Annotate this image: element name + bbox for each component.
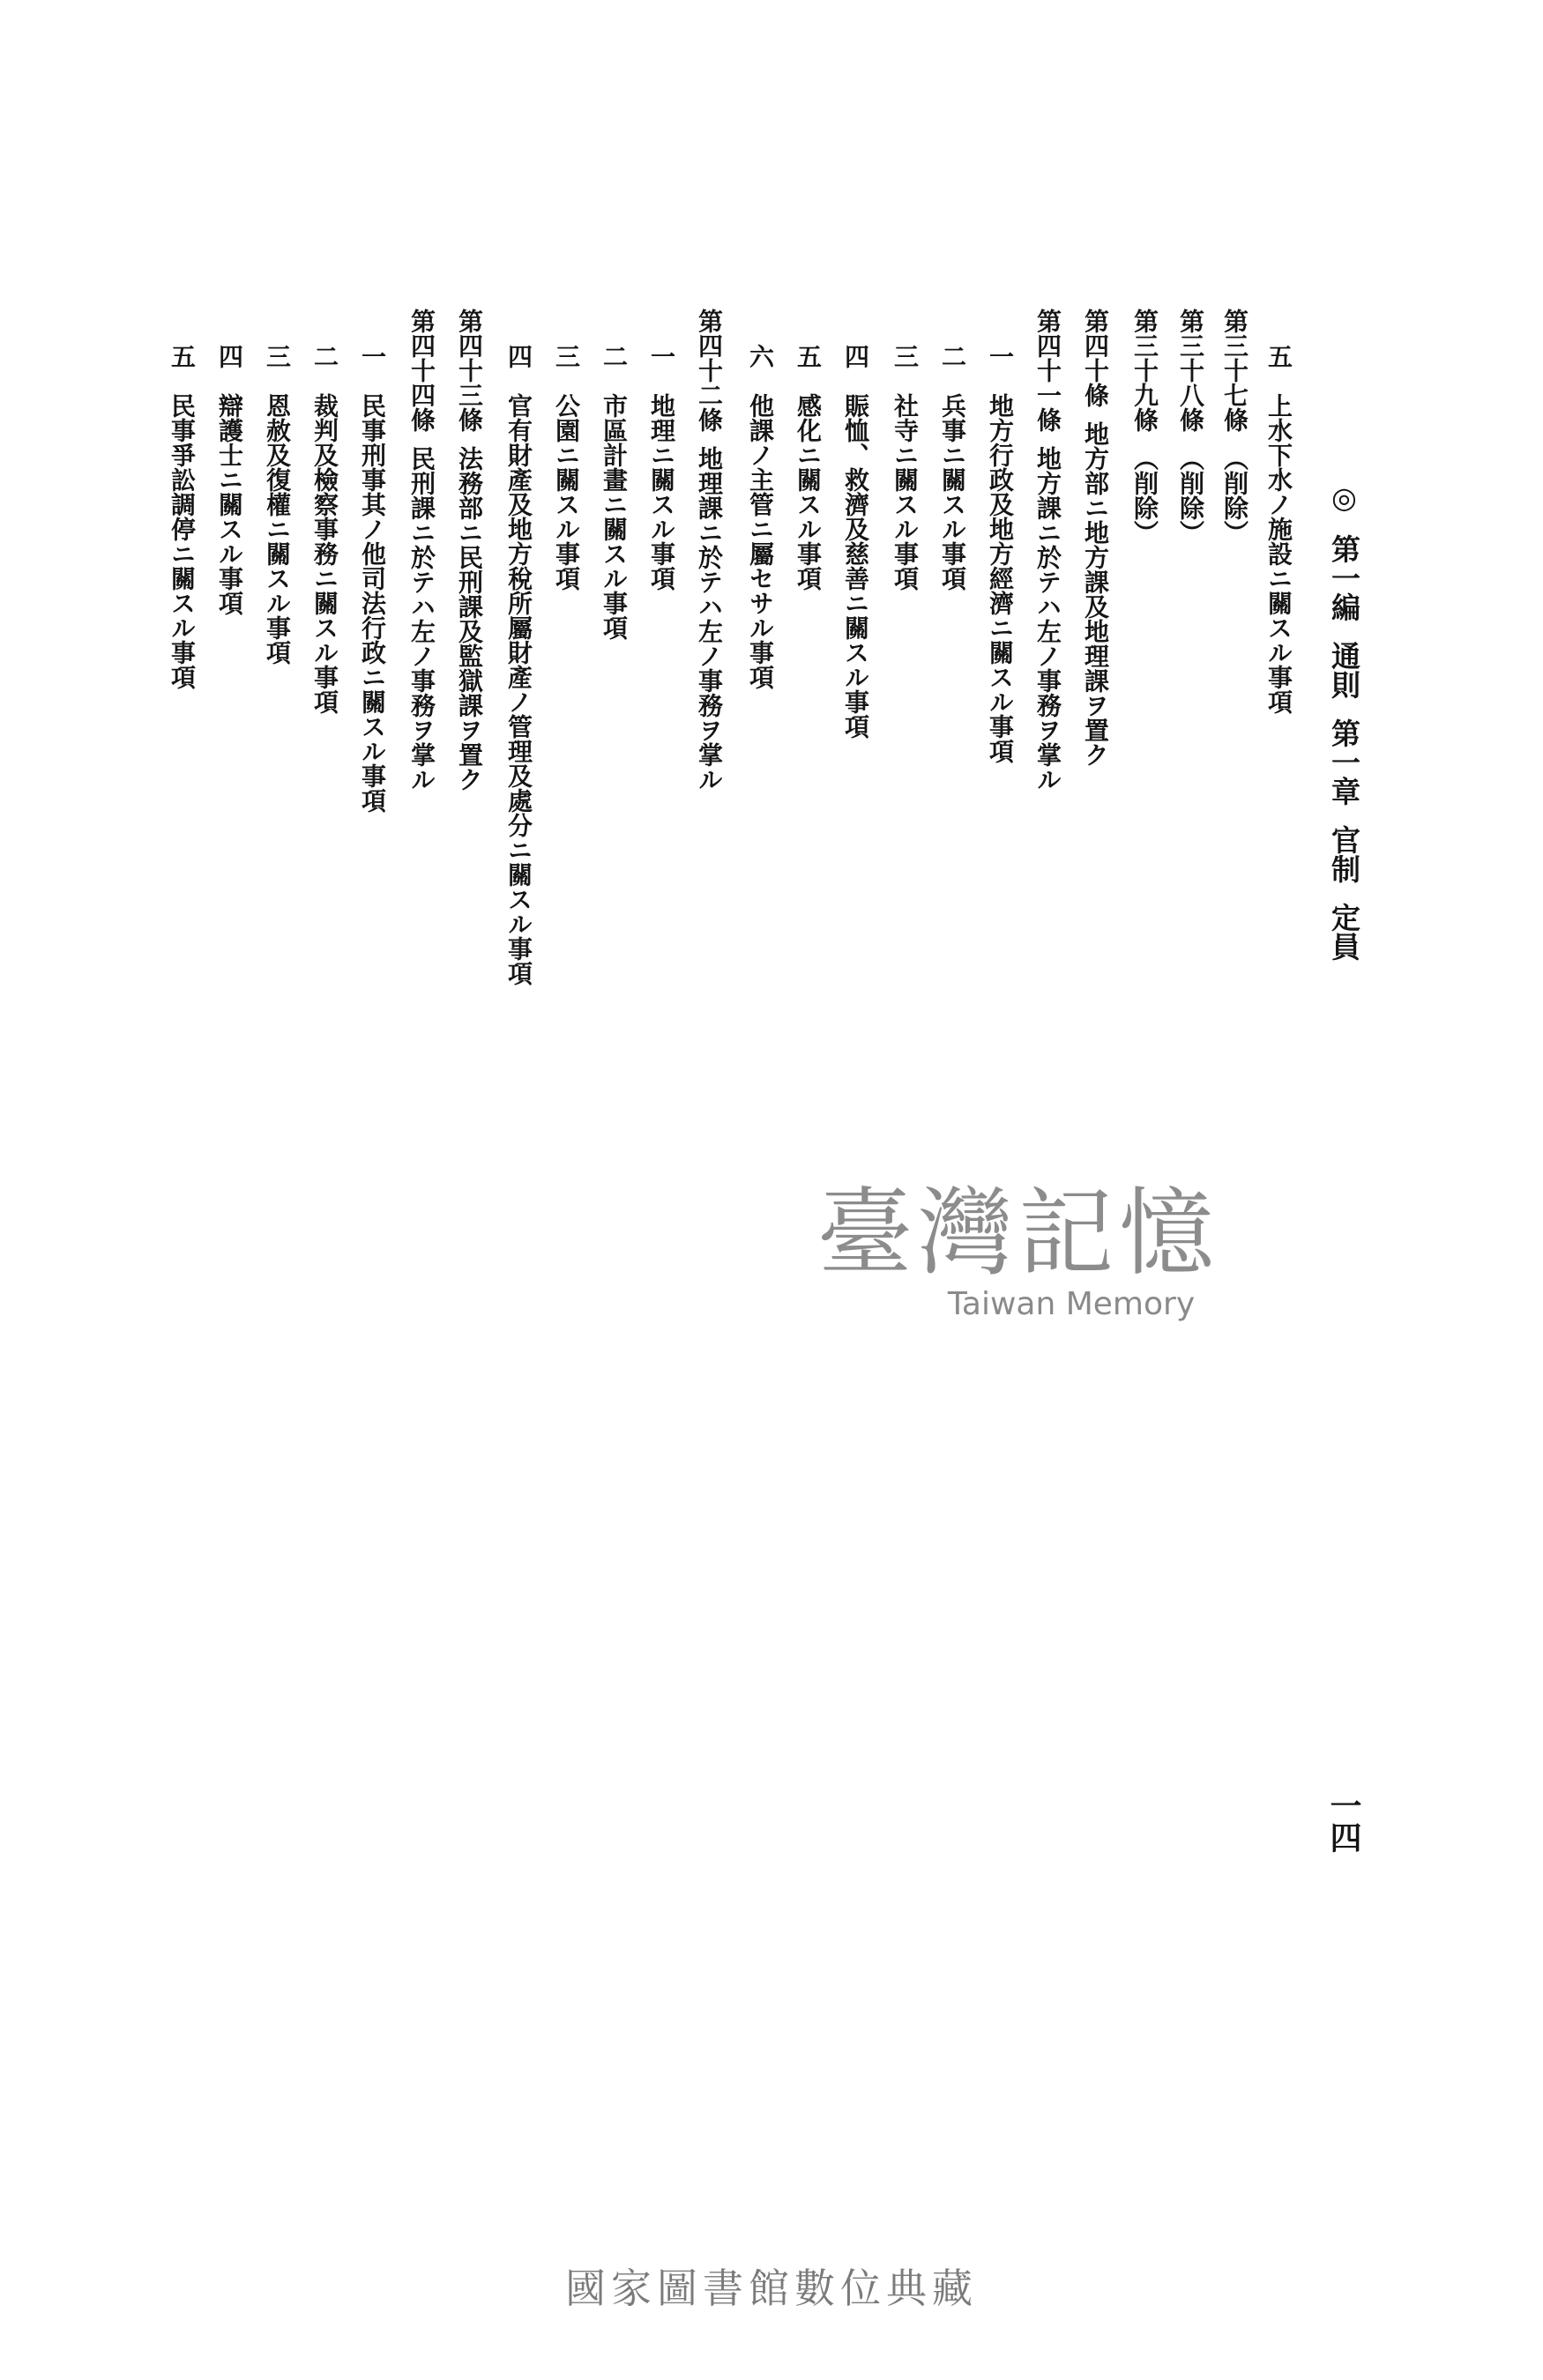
text-column: [547, 344, 585, 1225]
text-column: [210, 344, 249, 1225]
text-column: [1028, 309, 1067, 1190]
text-column: [741, 344, 779, 1225]
text-column: [690, 309, 728, 1190]
article-number: 第四十一條: [1033, 309, 1062, 432]
item-mark: 一: [986, 344, 1015, 368]
article-text: （削除）: [1130, 446, 1159, 545]
article-text: 法務部ニ民刑課及監獄課ヲ置ク: [455, 446, 484, 792]
running-header: [1312, 480, 1365, 1045]
text-column: [402, 309, 441, 1190]
item-text: 地理ニ關スル事項: [647, 393, 676, 591]
text-column: [594, 344, 633, 1225]
header-section: 通則: [1327, 641, 1361, 699]
article-number: 第三十七條: [1220, 309, 1249, 432]
item-text: 兵事ニ關スル事項: [938, 393, 967, 591]
item-mark: 二: [600, 344, 629, 368]
article-text: 地理課ニ於テハ左ノ事務ヲ掌ル: [695, 446, 724, 792]
item-mark: 五: [1264, 344, 1293, 368]
item-text: 上水下水ノ施設ニ關スル事項: [1264, 393, 1293, 714]
header-part: 第一編: [1327, 534, 1361, 621]
text-column: [353, 344, 391, 1225]
article-text: 地方課ニ於テハ左ノ事務ヲ掌ル: [1033, 446, 1062, 792]
article-text: （削除）: [1220, 446, 1249, 545]
item-mark: 三: [552, 344, 581, 368]
item-text: 裁判及檢察事務ニ關スル事項: [310, 393, 339, 714]
text-column: [885, 344, 924, 1225]
article-text: 地方部ニ地方課及地理課ヲ置ク: [1081, 421, 1110, 767]
article-number: 第四十四條: [407, 309, 436, 432]
header-chapter: 第一章: [1327, 718, 1361, 806]
article-text: （削除）: [1176, 446, 1205, 545]
text-column: [1215, 309, 1254, 1190]
item-text: 社寺ニ關スル事項: [891, 393, 920, 591]
item-mark: 五: [794, 344, 823, 368]
text-column: [1076, 309, 1114, 1190]
text-column: [499, 344, 538, 1225]
item-mark: 三: [891, 344, 920, 368]
text-column: [933, 344, 972, 1225]
text-column: [788, 344, 827, 1225]
item-text: 賑恤、救濟及慈善ニ關スル事項: [841, 393, 870, 739]
header-title-1: 官制: [1327, 825, 1361, 883]
article-number: 第四十三條: [455, 309, 484, 432]
footer-credit: 國家圖書館數位典藏: [565, 2265, 978, 2312]
item-text: 地方行政及地方經濟ニ關スル事項: [986, 393, 1015, 763]
item-mark: 四: [841, 344, 870, 368]
item-text: 恩赦及復權ニ關スル事項: [263, 393, 292, 665]
article-number: 第三十八條: [1176, 309, 1205, 432]
item-mark: 二: [938, 344, 967, 368]
article-text: 民刑課ニ於テハ左ノ事務ヲ掌ル: [407, 446, 436, 792]
text-column: [1259, 344, 1298, 1225]
item-mark: 五: [168, 344, 197, 368]
text-column: [980, 344, 1019, 1225]
item-text: 民事爭訟調停ニ關スル事項: [168, 393, 197, 689]
header-title-2: 定員: [1327, 903, 1361, 961]
item-mark: 四: [215, 344, 244, 368]
item-mark: 六: [746, 344, 775, 368]
item-text: 公園ニ關スル事項: [552, 393, 581, 591]
watermark: [758, 1177, 1278, 1353]
text-column: [1125, 309, 1164, 1190]
text-column: [305, 344, 344, 1225]
text-column: [450, 309, 488, 1190]
item-mark: 四: [504, 344, 533, 368]
item-mark: 三: [263, 344, 292, 368]
article-number: 第三十九條: [1130, 309, 1159, 432]
text-column: [1171, 309, 1210, 1190]
item-text: 民事刑事其ノ他司法行政ニ關スル事項: [358, 393, 387, 813]
text-column: [162, 344, 201, 1225]
item-text: 市區計畫ニ關スル事項: [600, 393, 629, 640]
text-column: [257, 344, 296, 1225]
item-mark: 一: [358, 344, 387, 368]
text-column: [836, 344, 875, 1225]
item-mark: 二: [310, 344, 339, 368]
item-text: 他課ノ主管ニ屬セサル事項: [746, 393, 775, 689]
article-number: 第四十二條: [695, 309, 724, 432]
header-symbol: ◎: [1327, 480, 1361, 515]
article-number: 第四十條: [1081, 309, 1110, 407]
watermark-logo-text: 臺灣記憶: [816, 1179, 1219, 1289]
text-column: [642, 344, 681, 1225]
item-text: 辯護士ニ關スル事項: [215, 393, 244, 615]
page-number: 一四: [1325, 1789, 1362, 1853]
watermark-latin-text: Taiwan Memory: [947, 1286, 1196, 1322]
item-text: 感化ニ關スル事項: [794, 393, 823, 591]
item-mark: 一: [647, 344, 676, 368]
item-text: 官有財產及地方稅所屬財產ノ管理及處分ニ關スル事項: [504, 393, 533, 985]
